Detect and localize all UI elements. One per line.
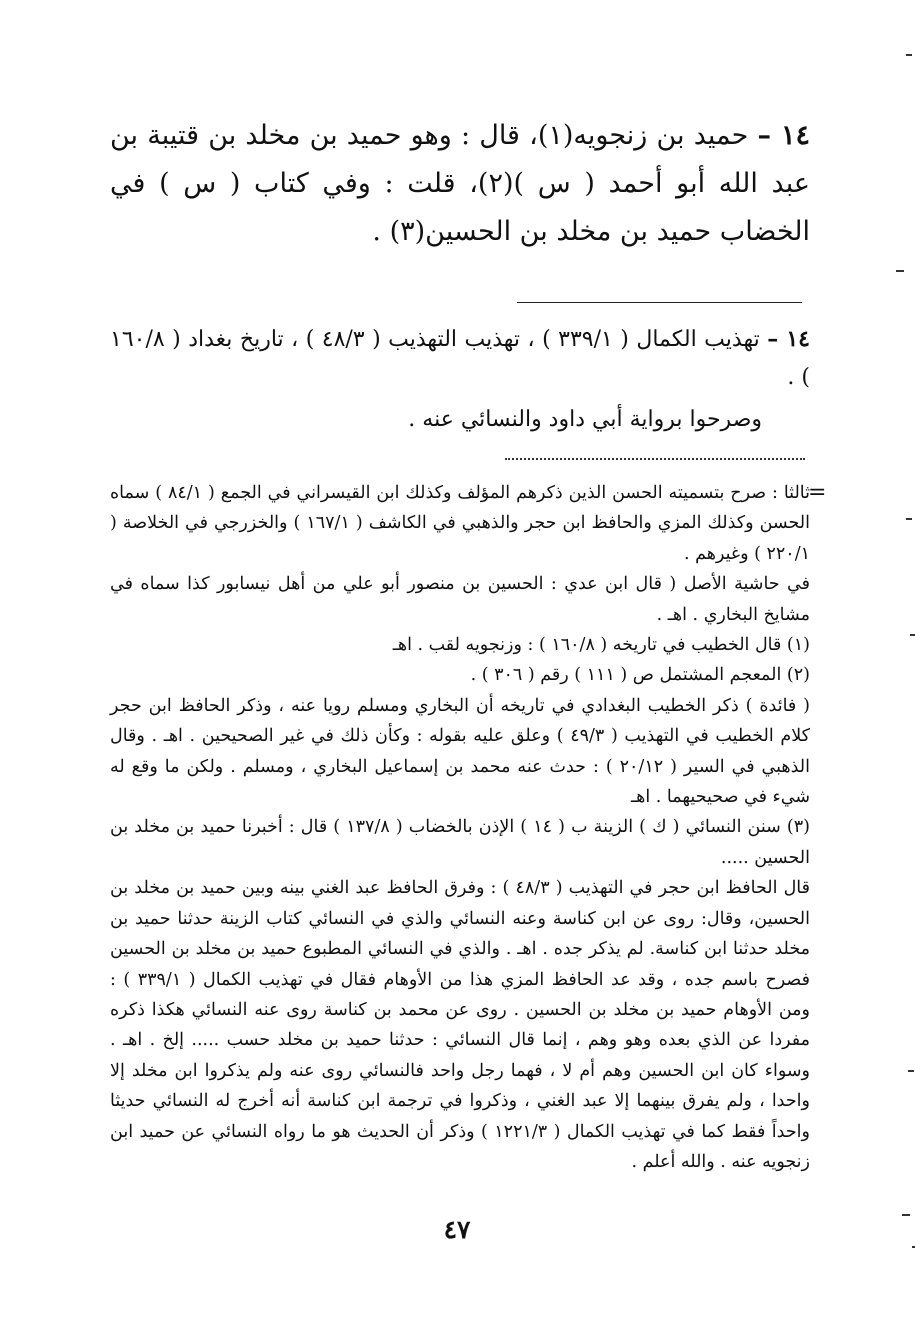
footnote-2: (٢) المعجم المشتمل ص ( ١١١ ) رقم ( ٣٠٦ ) . xyxy=(470,665,810,686)
footnotes xyxy=(110,478,810,1177)
sources-paragraph xyxy=(110,320,810,397)
margin-tick xyxy=(896,270,904,272)
margin-tick xyxy=(906,518,912,520)
main-entry-paragraph xyxy=(110,112,810,256)
footnote-benefit: ( فائدة ) ذكر الخطيب البغدادي في تاريخه أن البخاري ومسلم رويا عنه ، وذكر الحافظ ابن حجر كلام الخطيب في التهذيب ( ٤٩/٣ ) وعلق عليه بقوله : وكأن ذلك في غير الصحيحين . اهـ . وقال الذهبي في السير ( ٢٠/١٢ ) : حدث عنه محمد بن إسماعيل البخاري ، ومسلم . ولكن ما وقع له شيء في صحيحيهما . اهـ xyxy=(110,695,810,808)
footnote-continuation: ثالثا : صرح بتسميته الحسن الذين ذكرهم المؤلف وكذلك ابن القيسراني في الجمع ( ٨٤/١ ) سماه الحسن وكذلك المزي والحافظ ابن حجر والذهبي في الكاشف ( ١٦٧/١ ) والخزرجي في الخلاصة ( ٢٢٠/١ ) وغيرهم . xyxy=(110,483,810,564)
margin-tick xyxy=(910,634,915,636)
main-entry xyxy=(110,112,810,256)
sources-text: تهذيب الكمال ( ٣٣٩/١ ) ، تهذيب التهذيب ( ٤٨/٣ ) ، تاريخ بغداد ( ١٦٠/٨ ) . xyxy=(110,327,810,390)
footnote-margin-note: في حاشية الأصل ( قال ابن عدي : الحسين بن منصور أبو علي من أهل نيسابور كذا سماه في مشايخ البخاري . اهـ . xyxy=(110,574,810,625)
sources-number: ١٤ – xyxy=(767,326,810,352)
margin-tick xyxy=(906,54,912,56)
footnote-3-discussion: قال الحافظ ابن حجر في التهذيب ( ٤٨/٣ ) : وفرق الحافظ عبد الغني بينه وبين حميد بن مخلد بن الحسين، وقال: روى عن ابن كناسة وعنه النسائي والذي في النسائي كتاب الزينة حدثنا حميد بن مخلد حدثنا ابن كناسة. لم يذكر جده . اهـ . والذي في النسائي المطبوع حميد بن مخلد بن الحسين فصرح باسم جده ، وقد عد الحافظ المزي هذا من الأوهام فقال في تهذيب الكمال ( ٣٣٩/١ ) : ومن الأوهام حميد بن مخلد بن الحسين . روى عن محمد بن كناسة روى عنه النسائي هكذا ذكره مفردا عن الذي بعده وهو وهم ، إنما قال النسائي : حدثنا حميد بن مخلد حسب ..... إلخ . اهـ . وسواء كان ابن الحسين وهم أم لا ، فهما رجل واحد فالنسائي روى عنه ولم يذكروا ابن مخلد إلا واحدا ، ولم يفرق بينهما إلا عبد الغني ، وذكروا في ترجمة ابن كناسة أنه أخرج له النسائي حديثا واحداً فقط كما في تهذيب الكمال ( ١٢٢١/٣ ) وذكر أن الحديث هو ما رواه النسائي عن حميد ابن زنجويه عنه . والله أعلم . xyxy=(110,878,810,1172)
sources-block xyxy=(110,320,810,439)
continuation-mark: = xyxy=(808,480,827,505)
footnote-1: (١) قال الخطيب في تاريخه ( ١٦٠/٨ ) : وزنجويه لقب . اهـ xyxy=(392,635,810,656)
entry-number: ١٤ – xyxy=(757,120,810,151)
dotted-separator xyxy=(505,458,805,468)
margin-tick xyxy=(902,1214,910,1216)
sources-note: وصرحوا برواية أبي داود والنسائي عنه . xyxy=(408,407,762,432)
entry-text: حميد بن زنجويه(١)، قال : وهو حميد بن مخلد بن قتيبة بن عبد الله أبو أحمد ( س )(٢)، قلت : وفي كتاب ( س ) في الخضاب حميد بن مخلد بن الحسين(٣) . xyxy=(110,120,810,247)
margin-tick xyxy=(908,1070,914,1072)
separator-rule xyxy=(517,302,802,303)
footnote-3: (٣) سنن النسائي ( ك ) الزينة ب ( ١٤ ) الإذن بالخضاب ( ١٣٧/٨ ) قال : أخبرنا حميد بن مخلد بن الحسين ..... xyxy=(110,817,810,868)
page-number: ٤٧ xyxy=(443,1215,471,1244)
